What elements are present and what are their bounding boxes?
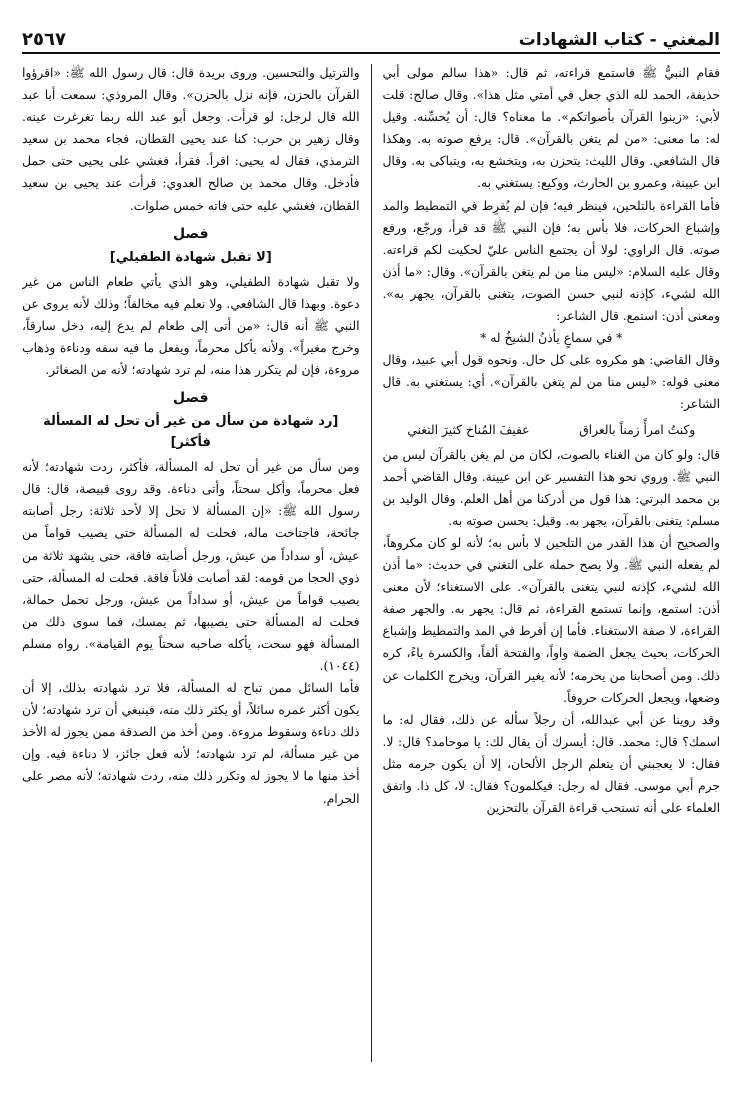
text-columns (22, 62, 720, 1092)
verse-line: * في سماعٍ يأذنُ الشيخُ له * (480, 331, 623, 346)
paragraph: فقام النبيُّ ﷺ فاستمع قراءته، ثم قال: «هذا سالم مولى أبي حذيفة، الحمد لله الذي جعل في أمتي مثل هذا». وقال صالح: قلت لأبي: «زينوا القرآن بأصواتكم». ما معناه؟ قال: أن يُحسِّنه. وقيل له: ما معنى: «من لم يتغن بالقرآن». قال: يرفع صوته به. وهكذا قال الشافعي. وقال الليث: يتحزن به، ويتخشع به، ويتباكى به. وقال ابن عيينة، وعمرو بن الحارث، ووكيع: يستغني به. (382, 66, 720, 191)
paragraph: وقد روينا عن أبي عبدالله، أن رجلاً سأله عن ذلك، فقال له: ما اسمك؟ قال: محمد. قال: أيسرك أن يقال لك: يا موحامد؟ قال: لا. فقال: لا يعجبني أن يتعلم الرجل الألحان، إلا أن يكون جرمه مثل جرم أبي موسى. فقال له رجل: فيكلمون؟ فقال: لا، كل ذا. واتفق العلماء على أنه تستحب قراءة القرآن بالتحزين (382, 712, 720, 816)
section-heading: فصل (173, 390, 209, 407)
paragraph: ولا تقبل شهادة الطفيلي، وهو الذي يأتي طعام الناس من غير دعوة. وبهذا قال الشافعي. ولا نعلم فيه مخالفاً؛ وذلك لأنه يروى عن النبي ﷺ أنه قال: «من أتى إلى طعام لم يدع إليه، دخل سارقاً، وخرج مغيراً». ولأنه يأكل محرماً، ويفعل ما فيه سفه ودناءة وذهاب مروءة، فإن لم يتكرر هذا منه، لم ترد شهادته؛ لأنه من الصغائر. (22, 274, 360, 378)
paragraph: والترتيل والتحسين. وروى بريدة قال: قال رسول الله ﷺ: «اقرؤوا القرآن بالحزن، فإنه نزل بالحزن». وقال المروذي: سمعت أبا عبد الله قال لرجل: لو قرأت. وجعل أبو عبد الله ربما تغرغرت عينه. وقال زهير بن حرب: كنا عند يحيى القطان، فجاء محمد بن سعيد الترمذي، فقال له يحيى: اقرأ. فقرأ، فغشي على يحيى حتى حمل فأدخل. وقال محمد بن صالح العدوي: قرأت عند يحيى بن سعيد القطان، فغشي عليه حتى فاته خمس صلوات. (22, 66, 360, 213)
paragraph: والصحيح أن هذا القدر من التلحين لا بأس به؛ لأنه لو كان مكروهاً، لم يفعله النبي ﷺ. ولا يصح حمله على التغني في حديث: «ما أذن الله لشيء، كإذنه لنبي يتغنى بالقرآن». على الاستغناء؛ لأن معنى أذن: استمع، وإنما تستمع القراءة، ثم قال: يجهر به. والجهر صفة القراءة، لا صفة الاستغناء. فأما إن أفرط في المد والتمطيط وإشباع الحركات، بحيث يجعل الضمة واواً، والفتحة ألفاً، والكسرة ياءً، كره ذلك. ومن أصحابنا من يحرمه؛ لأنه يغير القرآن، ويخرج الكلمات عن وضعها، ويجعل الحركات حروفاً. (382, 535, 720, 705)
poem-hemistich-first: وكنتُ امرأً زمناً بالعراق (579, 422, 696, 437)
section-heading: فصل (173, 225, 209, 242)
poem-hemistich-second: عفيفَ المُناخ كثيرَ التغني (407, 422, 530, 437)
page-number: ٢٥٦٧ (22, 29, 66, 50)
running-title: المغني - كتاب الشهادات (518, 30, 720, 50)
paragraph: فأما السائل ممن تباح له المسألة، فلا ترد شهادته بذلك، إلا أن يكون أكثر عمره سائلاً، أو يكثر ذلك منه، فينبغي أن ترد شهادته؛ لأن ذلك دناءة وسقوط مروءة. ومن أخذ من الصدقة ممن يجوز له الأخذ من غير مسألة، لم ترد شهادته؛ لأنه فعل جائز، لا دناءة فيه. وإن أخذ منها ما لا يجوز له وتكرر ذلك منه، ردت شهادته؛ لأنه مصر على الحرام. (22, 681, 360, 806)
poem-verse (383, 419, 721, 441)
right-column (372, 62, 721, 1092)
section-subheading: [رد شهادة من سأل من غير أن تحل له المسألة فأكثر] (43, 414, 339, 451)
page-header (22, 22, 720, 54)
paragraph: فأما القراءة بالتلحين، فينظر فيه؛ فإن لم يُفرِط في التمطيط والمد وإشباع الحركات، فلا بأس به؛ فإن النبي ﷺ قد قرأ، ورجّع، ورفع صوته. قال الراوي: لولا أن يجتمع الناس عليّ لحكيت لكم قراءته. وقال عليه السلام: «ليس منا من لم يتغن بالقرآن». وقال: «ما أذن الله لشيء، كإذنه لنبي حسن الصوت، يتغنى بالقرآن، يجهر به». ومعنى أذن: استمع. قال الشاعر: (382, 198, 720, 324)
column-divider (371, 64, 372, 1062)
paragraph: ومن سأل من غير أن تحل له المسألة، فأكثر، ردت شهادته؛ لأنه فعل محرماً، وأكل سحتاً، وأتى دناءة. وقد روى قبيصة، قال: قال رسول الله ﷺ: «إن المسألة لا تحل إلا لأحد ثلاثة: رجل أصابته جائحة، فاجتاحت ماله، فحلت له المسألة حتى يصيب قواماً من عيش، أو سداداً من عيش، ورجل أصابته فاقة، حتى يشهد ثلاثة من ذوي الحجا من قومه: لقد أصابت فلاناً فاقة. فحلت له المسألة، حتى يصيب قواماً من عيش، أو سداداً من عيش، ورجل تحمل حمالة، فحلت له المسألة حتى يصيبها، ثم يمسك، فما سوى ذلك من المسألة فهو سحت، يأكله صاحبه سحتاً يوم القيامة». رواه مسلم (١٠٤٤). (22, 460, 360, 673)
paragraph: قال: ولو كان من الغناء بالصوت، لكان من لم يغن بالقرآن ليس من النبي ﷺ. وروي نحو هذا التفسير عن ابن عيينة. وقال القاضي أحمد بن محمد البرتي: هذا قول من أدركنا من أهل العلم. وقال الوليد بن مسلم: يتغنى بالقرآن، يجهر به. وقيل: يحسن صوته به. (382, 447, 720, 528)
section-subheading: [لا تقبل شهادة الطفيلي] (109, 249, 272, 265)
paragraph: وقال القاضي: هو مكروه على كل حال. ونحوه قول أبي عبيد، وقال معنى قوله: «ليس منا من لم يتغن بالقرآن». أي: يستغني به. قال الشاعر: (382, 353, 720, 412)
left-column (22, 62, 371, 1092)
